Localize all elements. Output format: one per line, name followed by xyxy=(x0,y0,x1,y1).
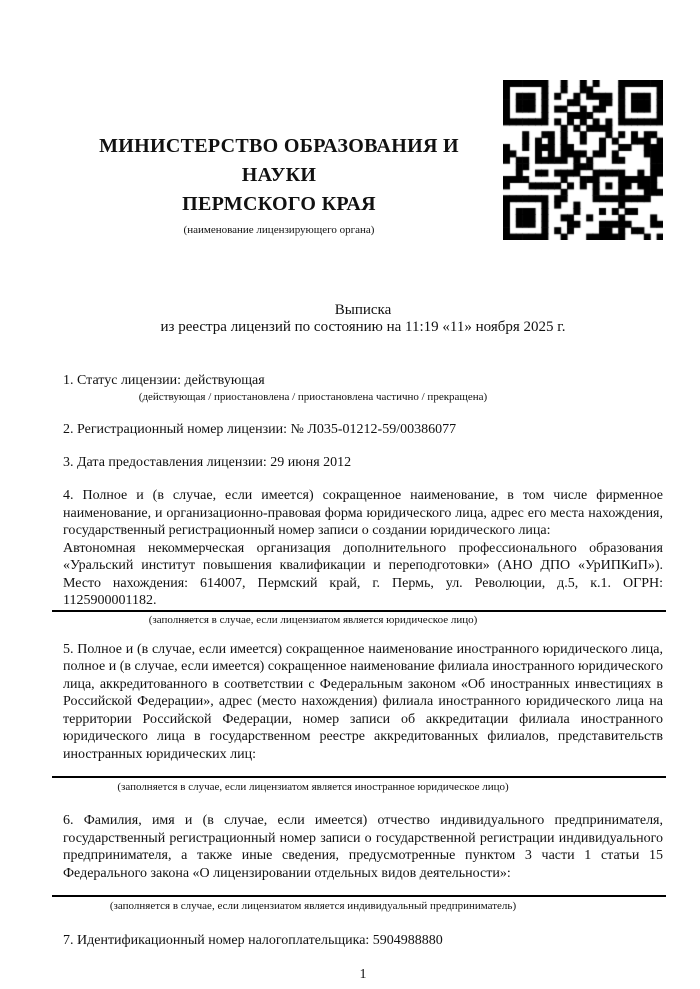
item-3-license-date: 3. Дата предоставления лицензии: 29 июня 2012 xyxy=(63,455,352,470)
page-number: 1 xyxy=(359,967,367,982)
document-header xyxy=(63,80,663,240)
item-1-license-status: 1. Статус лицензии: действующая xyxy=(63,373,265,388)
ministry-name-line2: ПЕРМСКОГО КРАЯ xyxy=(182,193,376,215)
licensing-authority-header xyxy=(63,80,495,237)
ministry-caption: (наименование лицензирующего органа) xyxy=(183,224,375,236)
item-1-caption: (действующая / приостановлена / приостановлена частично / прекращена) xyxy=(138,391,488,403)
item-4-caption: (заполняется в случае, если лицензиатом является юридическое лицо) xyxy=(148,613,478,626)
item-6-entrepreneur-label: 6. Фамилия, имя и (в случае, если имеется) отчество индивидуального предпринимателя, государственный регистрационный номер записи о государственной регистрации индивидуального предпринимателя, а также иные сведения, предусмотренные пунктом 3 части 1 статьи 15 Федерального закона «О лицензировании отдельных видов деятельности»: xyxy=(63,813,663,881)
document-title xyxy=(63,302,663,336)
item-6-caption: (заполняется в случае, если лицензиатом является индивидуальный предприниматель) xyxy=(109,900,517,912)
document-title-line2: из реестра лицензий по состоянию на 11:19 «11» ноября 2025 г. xyxy=(160,319,566,335)
ministry-name-line1: МИНИСТЕРСТВО ОБРАЗОВАНИЯ И НАУКИ xyxy=(99,135,459,186)
qr-code xyxy=(503,80,663,240)
item-5-empty-value xyxy=(63,763,663,776)
item-5-caption: (заполняется в случае, если лицензиатом является иностранное юридическое лицо) xyxy=(117,781,509,793)
item-6-fill-in-rule xyxy=(52,895,666,897)
item-4-legal-entity-value: Автономная некоммерческая организация дополнительного профессионального образования «Уральский институт повышения квалификации и переподготовки» (АНО ДПО «УрИПКиП»). Место нахождения: 614007, Пермский край, г. Пермь, ул. Революции, д.5, к.1. ОГРН: 1125900001182. xyxy=(63,540,663,608)
item-5-foreign-entity-label: 5. Полное и (в случае, если имеется) сокращенное наименование иностранного юридического лица, полное и (в случае, если имеется) сокращенное наименование филиала иностранного юридического лица, аккредитованного в соответствии с Федеральным законом «Об иностранных инвестициях в Российской Федерации», адрес (место нахождения) филиала иностранного юридического лица на территории Российской Федерации, номер записи об аккредитации филиала иностранного юридического лица в государственном реестре аккредитованных филиалов, представительств иностранных юридических лиц: xyxy=(63,641,663,762)
item-7-taxpayer-number: 7. Идентификационный номер налогоплательщика: 5904988880 xyxy=(63,933,443,948)
item-2-registration-number: 2. Регистрационный номер лицензии: № Л035-01212-59/00386077 xyxy=(63,422,457,437)
item-4-legal-entity-label: 4. Полное и (в случае, если имеется) сокращенное наименование, в том числе фирменное наименование, и организационно-правовая форма юридического лица, адрес его места нахождения, государственный регистрационный номер записи о создании юридического лица: xyxy=(63,488,663,538)
document-title-line1: Выписка xyxy=(334,302,392,318)
item-5-fill-in-rule xyxy=(52,776,666,778)
item-4-fill-in-rule xyxy=(52,610,666,612)
